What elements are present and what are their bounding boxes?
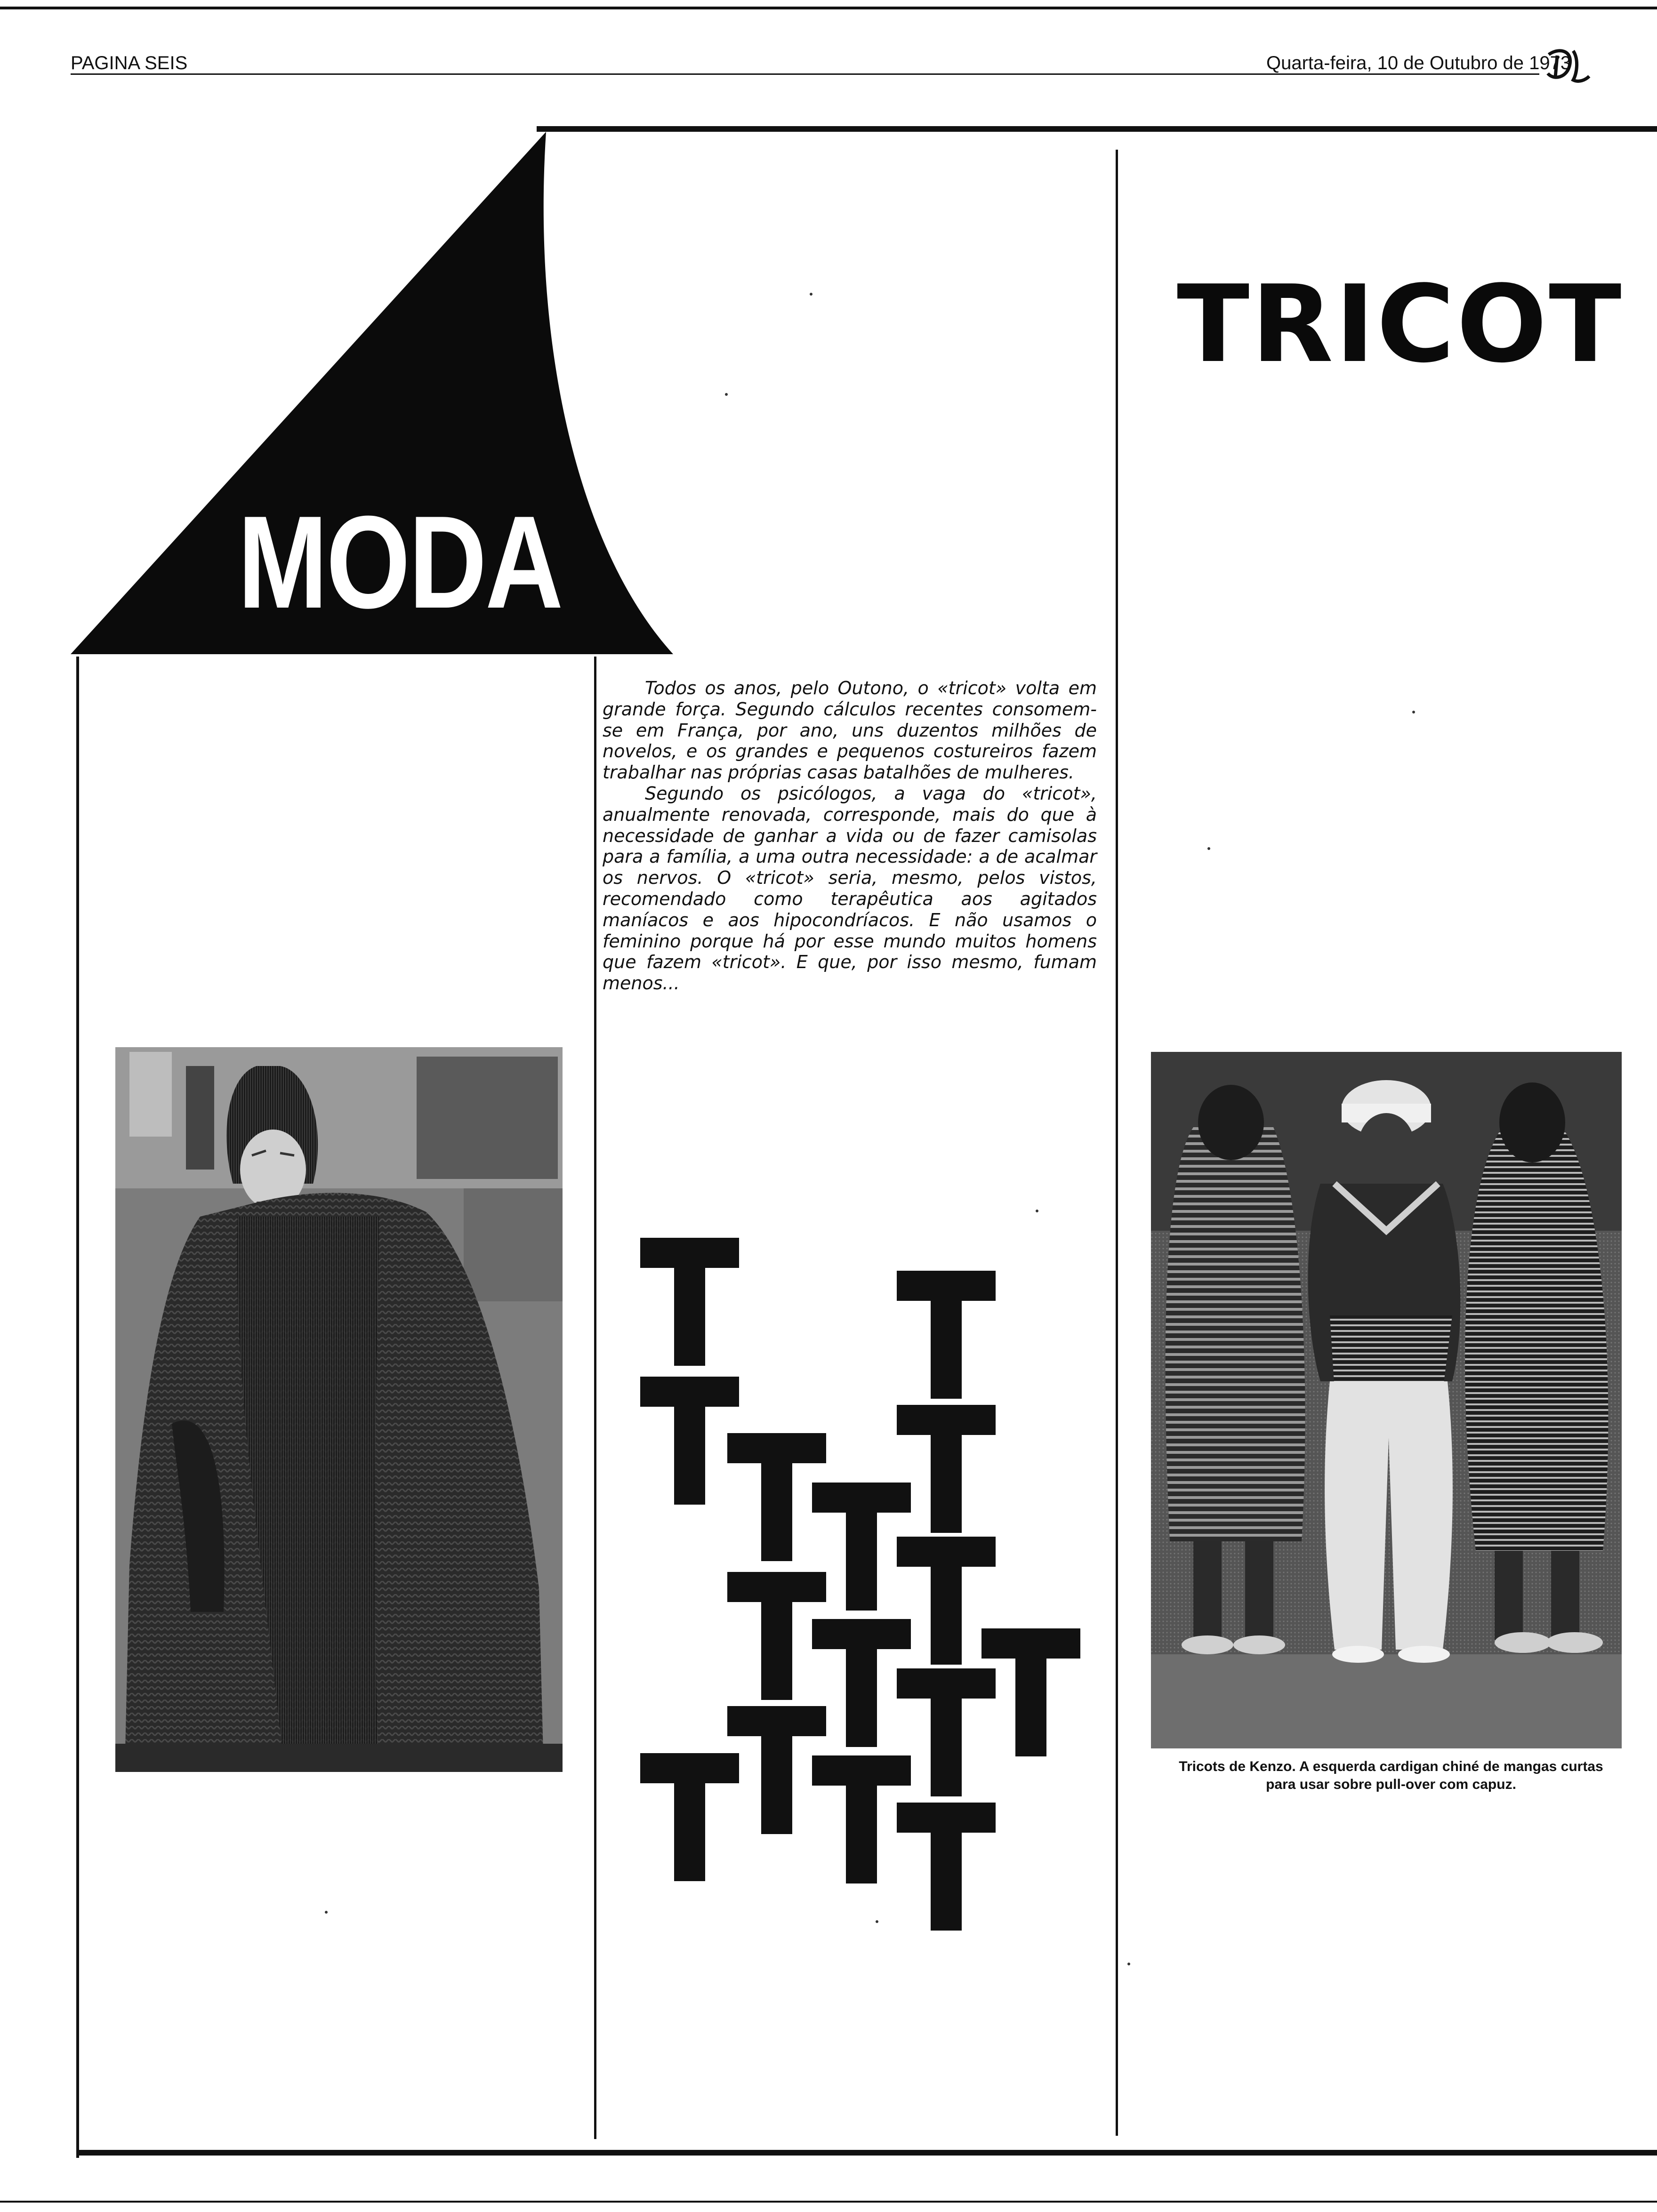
scattered-t-letters-graphic [626, 1224, 1120, 1953]
caption-line-1: Tricots de Kenzo. A esquerda cardigan chiné de mangas curtas [1179, 1759, 1603, 1774]
footer-rule [0, 2201, 1657, 2203]
frame-bottom-rule [76, 2150, 1657, 2156]
kenzo-tricots-photo [1151, 1052, 1622, 1748]
print-speck [1036, 1210, 1038, 1212]
print-speck [1412, 711, 1415, 713]
print-speck [325, 1911, 328, 1914]
column-divider-1 [594, 657, 596, 2139]
dl-monogram-icon [1544, 45, 1591, 88]
frame-left-rule [76, 657, 79, 2158]
caption-line-2: para usar sobre pull-over com capuz. [1266, 1777, 1516, 1792]
print-speck [725, 393, 728, 396]
article-paragraph-1: Todos os anos, pelo Outono, o «tricot» volta em grande força. Segundo cálculos recentes consomem-se em França, por ano, uns duzentos milhões de novelos, e os grandes e pequenos costureiros fazem trabalhar nas próprias casas batalhões de mulheres. [603, 678, 1097, 783]
headline-tricot: TRICOT [1177, 263, 1624, 386]
photo-caption [1134, 1758, 1648, 1794]
issue-date: Quarta-feira, 10 de Outubro de 1973 [1266, 53, 1571, 73]
knitwear-model-photo [115, 1047, 563, 1772]
print-speck [1207, 847, 1210, 850]
header-rule [71, 73, 1539, 75]
frame-top-rule [537, 126, 1657, 132]
print-speck [810, 293, 812, 296]
print-speck [1127, 1963, 1130, 1965]
print-speck [876, 1920, 878, 1923]
section-title-moda: MODA [238, 489, 562, 636]
page-label: PAGINA SEIS [71, 53, 188, 73]
article-paragraph-2: Segundo os psicólogos, a vaga do «tricot», anualmente renovada, corresponde, mais do que à necessidade de ganhar a vida ou de fazer camisolas para a família, a uma outra necessidade: a de acalmar os nervos. O «tricot» seria, mesmo, pelos vistos, recomendado como terapêutica aos agitados maníacos e aos hipocondríacos. E não usamos o feminino porque há por esse mundo muitos homens que fazem «tricot». E que, por isso mesmo, fumam menos... [603, 783, 1097, 994]
article-body [603, 678, 1097, 994]
top-border [0, 7, 1657, 9]
